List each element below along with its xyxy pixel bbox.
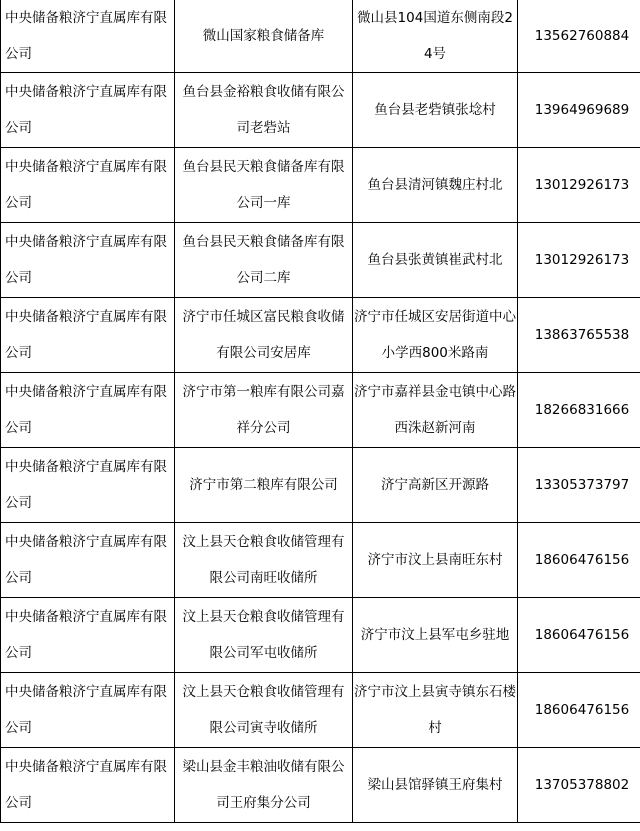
depot-text: 梁山县金丰粮油收储有限公司王府集分公司 [182, 759, 345, 811]
address-cell [353, 298, 518, 373]
company-cell [1, 523, 175, 598]
company-text: 中央储备粮济宁直属库有限公司 [5, 84, 167, 136]
company-text: 中央储备粮济宁直属库有限公司 [5, 459, 167, 511]
phone-cell [518, 448, 640, 523]
address-text: 济宁高新区开源路 [381, 477, 489, 493]
table-row [1, 448, 640, 523]
company-text: 中央储备粮济宁直属库有限公司 [5, 234, 167, 286]
depot-text: 汶上县天仓粮食收储管理有限公司南旺收储所 [182, 534, 345, 586]
address-text: 梁山县馆驿镇王府集村 [367, 777, 503, 793]
address-text: 济宁市汶上县寅寺镇东石楼村 [354, 684, 516, 736]
table-row [1, 223, 640, 298]
table-row [1, 148, 640, 223]
depot-cell [175, 73, 353, 148]
phone-text: 18606476156 [534, 552, 630, 568]
depot-cell [175, 298, 353, 373]
company-cell [1, 73, 175, 148]
depot-cell [175, 523, 353, 598]
phone-text: 13863765538 [534, 327, 630, 343]
address-cell [353, 598, 518, 673]
depot-text: 鱼台县民天粮食储备库有限公司一库 [182, 159, 345, 211]
company-text: 中央储备粮济宁直属库有限公司 [5, 309, 167, 361]
phone-cell [518, 0, 640, 73]
depot-text: 济宁市第一粮库有限公司嘉祥分公司 [182, 384, 345, 436]
phone-text: 18606476156 [534, 627, 630, 643]
table-row [1, 748, 640, 823]
phone-text: 18606476156 [534, 702, 630, 718]
company-text: 中央储备粮济宁直属库有限公司 [5, 684, 167, 736]
company-cell [1, 148, 175, 223]
address-text: 鱼台县清河镇魏庄村北 [367, 177, 503, 193]
depot-cell [175, 148, 353, 223]
address-cell [353, 373, 518, 448]
table-row [1, 373, 640, 448]
address-text: 济宁市嘉祥县金屯镇中心路西洙赵新河南 [354, 384, 516, 436]
company-text: 中央储备粮济宁直属库有限公司 [5, 10, 167, 62]
phone-text: 13012926173 [534, 252, 630, 268]
company-cell [1, 373, 175, 448]
depot-cell [175, 598, 353, 673]
address-cell [353, 73, 518, 148]
depot-text: 汶上县天仓粮食收储管理有限公司寅寺收储所 [182, 684, 345, 736]
table-row [1, 673, 640, 748]
depot-cell [175, 0, 353, 73]
company-cell [1, 598, 175, 673]
depot-cell [175, 223, 353, 298]
phone-cell [518, 73, 640, 148]
company-text: 中央储备粮济宁直属库有限公司 [5, 759, 167, 811]
depot-text: 微山国家粮食储备库 [202, 28, 325, 44]
depot-text: 鱼台县民天粮食储备库有限公司二库 [182, 234, 345, 286]
depot-cell [175, 673, 353, 748]
company-cell [1, 673, 175, 748]
phone-cell [518, 373, 640, 448]
depot-text: 济宁市任城区富民粮食收储有限公司安居库 [182, 309, 345, 361]
address-cell [353, 223, 518, 298]
address-text: 鱼台县老砦镇张埝村 [374, 102, 496, 118]
address-cell [353, 0, 518, 73]
phone-cell [518, 598, 640, 673]
depot-cell [175, 448, 353, 523]
table-row [1, 298, 640, 373]
address-cell [353, 448, 518, 523]
phone-cell [518, 673, 640, 748]
phone-cell [518, 223, 640, 298]
phone-cell [518, 523, 640, 598]
company-text: 中央储备粮济宁直属库有限公司 [5, 609, 167, 661]
phone-text: 18266831666 [534, 402, 630, 418]
phone-text: 13705378802 [534, 777, 630, 793]
phone-cell [518, 148, 640, 223]
depot-cell [175, 748, 353, 823]
phone-text: 13305373797 [534, 477, 630, 493]
company-cell [1, 223, 175, 298]
address-cell [353, 523, 518, 598]
address-cell [353, 148, 518, 223]
phone-text: 13012926173 [534, 177, 630, 193]
address-text: 鱼台县张黄镇崔武村北 [367, 252, 503, 268]
address-cell [353, 673, 518, 748]
address-text: 微山县104国道东侧南段24号 [357, 10, 513, 62]
address-text: 济宁市汶上县军屯乡驻地 [360, 627, 510, 643]
phone-text: 13562760884 [534, 28, 630, 44]
company-cell [1, 448, 175, 523]
company-cell [1, 0, 175, 73]
phone-cell [518, 748, 640, 823]
table-row [1, 523, 640, 598]
depot-text: 鱼台县金裕粮食收储有限公司老砦站 [182, 84, 345, 136]
table-row [1, 73, 640, 148]
depot-text: 济宁市第二粮库有限公司 [189, 477, 338, 493]
depot-cell [175, 373, 353, 448]
table-row [1, 598, 640, 673]
address-text: 济宁市汶上县南旺东村 [367, 552, 503, 568]
table-row [1, 0, 640, 73]
company-cell [1, 748, 175, 823]
address-text: 济宁市任城区安居街道中心小学西800米路南 [354, 309, 516, 361]
company-text: 中央储备粮济宁直属库有限公司 [5, 159, 167, 211]
phone-text: 13964969689 [534, 102, 630, 118]
company-text: 中央储备粮济宁直属库有限公司 [5, 534, 167, 586]
company-text: 中央储备粮济宁直属库有限公司 [5, 384, 167, 436]
address-cell [353, 748, 518, 823]
depot-text: 汶上县天仓粮食收储管理有限公司军屯收储所 [182, 609, 345, 661]
company-cell [1, 298, 175, 373]
phone-cell [518, 298, 640, 373]
